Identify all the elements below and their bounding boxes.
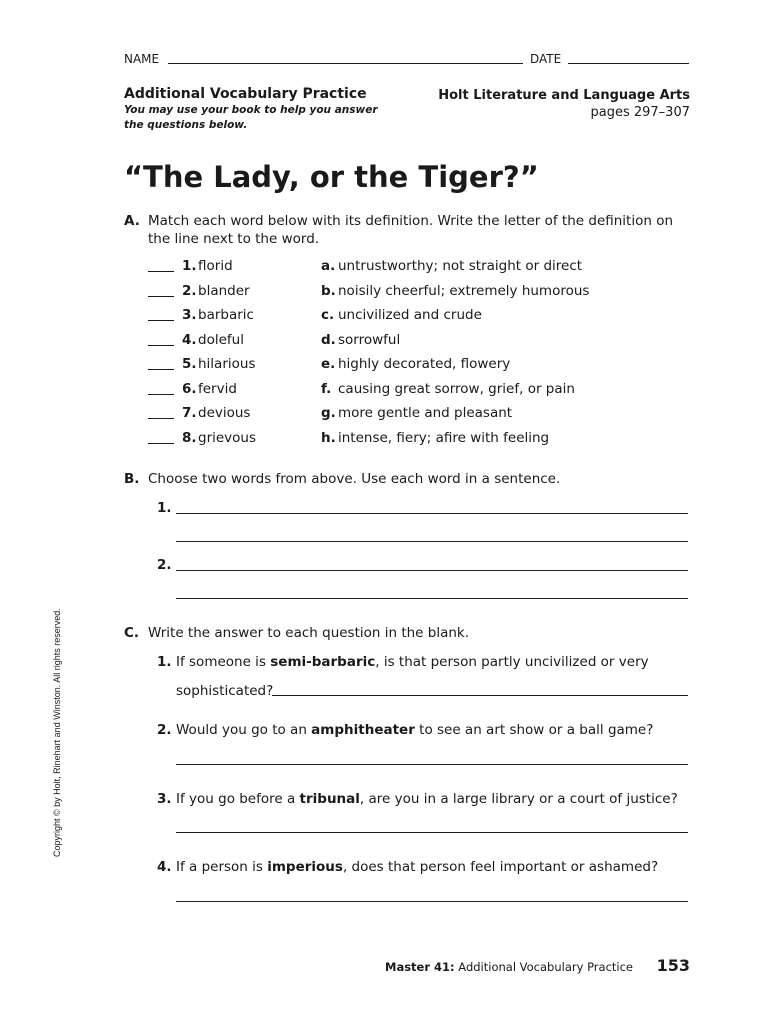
section-a-letter: A. [124, 213, 140, 229]
sentence-1-line-1[interactable] [176, 513, 688, 514]
definition-text: noisily cheerful; extremely humorous [338, 283, 590, 299]
section-a-instruction-1: Match each word below with its definition. Write the letter of the definition on [148, 213, 674, 229]
definition-letter: c. [321, 307, 335, 323]
vocab-word: blander [198, 283, 250, 299]
answer-blank[interactable] [148, 345, 174, 346]
question-2-text: Would you go to an amphitheater to see an art show or a ball game? [176, 722, 654, 738]
match-row [148, 307, 708, 327]
definition-text: highly decorated, flowery [338, 356, 511, 372]
item-number: 4. [182, 332, 197, 348]
pages-reference: pages 297–307 [590, 105, 690, 120]
match-row [148, 430, 708, 450]
question-number: 1. [157, 654, 172, 670]
answer-blank[interactable] [148, 296, 174, 297]
definition-letter: f. [321, 381, 332, 397]
vocab-word: florid [198, 258, 233, 274]
sentence-number: 2. [157, 557, 172, 573]
question-1-continued: sophisticated? [176, 683, 274, 699]
section-b-letter: B. [124, 471, 140, 487]
answer-blank[interactable] [148, 394, 174, 395]
answer-4-line[interactable] [176, 901, 688, 902]
section-c-instruction: Write the answer to each question in the blank. [148, 625, 470, 641]
book-title: Holt Literature and Language Arts [438, 88, 690, 103]
item-number: 6. [182, 381, 197, 397]
vocab-word: grievous [198, 430, 257, 446]
name-label: NAME [124, 52, 160, 66]
section-c-letter: C. [124, 625, 140, 641]
item-number: 5. [182, 356, 197, 372]
definition-letter: e. [321, 356, 336, 372]
instructions-line2: the questions below. [124, 119, 248, 131]
sentence-2-line-2[interactable] [176, 598, 688, 599]
item-number: 1. [182, 258, 197, 274]
sentence-1-line-2[interactable] [176, 541, 688, 542]
item-number: 2. [182, 283, 197, 299]
section-b-instruction: Choose two words from above. Use each word in a sentence. [148, 471, 561, 487]
vocab-word: barbaric [198, 307, 254, 323]
question-number: 4. [157, 859, 172, 875]
page-number: 153 [656, 956, 690, 975]
definition-letter: d. [321, 332, 336, 348]
match-row [148, 258, 708, 278]
definition-text: intense, fiery; afire with feeling [338, 430, 550, 446]
vocab-word: hilarious [198, 356, 256, 372]
vocab-term: amphitheater [311, 722, 415, 738]
story-title: “The Lady, or the Tiger?” [124, 160, 539, 194]
footer-master [385, 960, 633, 974]
definition-text: causing great sorrow, grief, or pain [338, 381, 575, 397]
definition-text: untrustworthy; not straight or direct [338, 258, 583, 274]
definition-letter: h. [321, 430, 336, 446]
answer-3-line[interactable] [176, 832, 688, 833]
date-label: DATE [530, 52, 562, 66]
instructions-line1: You may use your book to help you answer [124, 104, 378, 116]
question-4-text: If a person is imperious, does that person feel important or ashamed? [176, 859, 659, 875]
vocab-word: doleful [198, 332, 244, 348]
question-1-text: If someone is semi-barbaric, is that person partly uncivilized or very [176, 654, 649, 670]
question-number: 2. [157, 722, 172, 738]
answer-blank[interactable] [148, 443, 174, 444]
match-row [148, 405, 708, 425]
item-number: 7. [182, 405, 197, 421]
question-number: 3. [157, 791, 172, 807]
definition-text: uncivilized and crude [338, 307, 482, 323]
match-row [148, 283, 708, 303]
match-row [148, 332, 708, 352]
item-number: 3. [182, 307, 197, 323]
definition-letter: b. [321, 283, 336, 299]
definition-text: sorrowful [338, 332, 401, 348]
answer-blank[interactable] [148, 418, 174, 419]
definition-letter: a. [321, 258, 336, 274]
vocab-word: devious [198, 405, 251, 421]
name-field[interactable] [168, 63, 523, 64]
master-label: Master 41: [385, 960, 455, 974]
vocab-word: fervid [198, 381, 237, 397]
question-3-text: If you go before a tribunal, are you in a large library or a court of justice? [176, 791, 678, 807]
definition-letter: g. [321, 405, 336, 421]
answer-blank[interactable] [148, 271, 174, 272]
vocab-term: tribunal [299, 791, 360, 807]
item-number: 8. [182, 430, 197, 446]
date-field[interactable] [568, 63, 689, 64]
vocab-term: semi-barbaric [270, 654, 376, 670]
match-row [148, 356, 708, 376]
answer-1-line[interactable] [272, 695, 688, 696]
answer-blank[interactable] [148, 369, 174, 370]
sentence-number: 1. [157, 500, 172, 516]
sentence-2-line-1[interactable] [176, 570, 688, 571]
answer-2-line[interactable] [176, 764, 688, 765]
copyright-notice: Copyright © by Holt, Rinehart and Winston. All rights reserved. [52, 608, 62, 857]
vocab-term: imperious [267, 859, 343, 875]
definition-text: more gentle and pleasant [338, 405, 513, 421]
master-title: Additional Vocabulary Practice [454, 960, 633, 974]
worksheet-title: Additional Vocabulary Practice [124, 86, 367, 102]
answer-blank[interactable] [148, 320, 174, 321]
section-a-instruction-2: the line next to the word. [148, 231, 320, 247]
match-row [148, 381, 708, 401]
